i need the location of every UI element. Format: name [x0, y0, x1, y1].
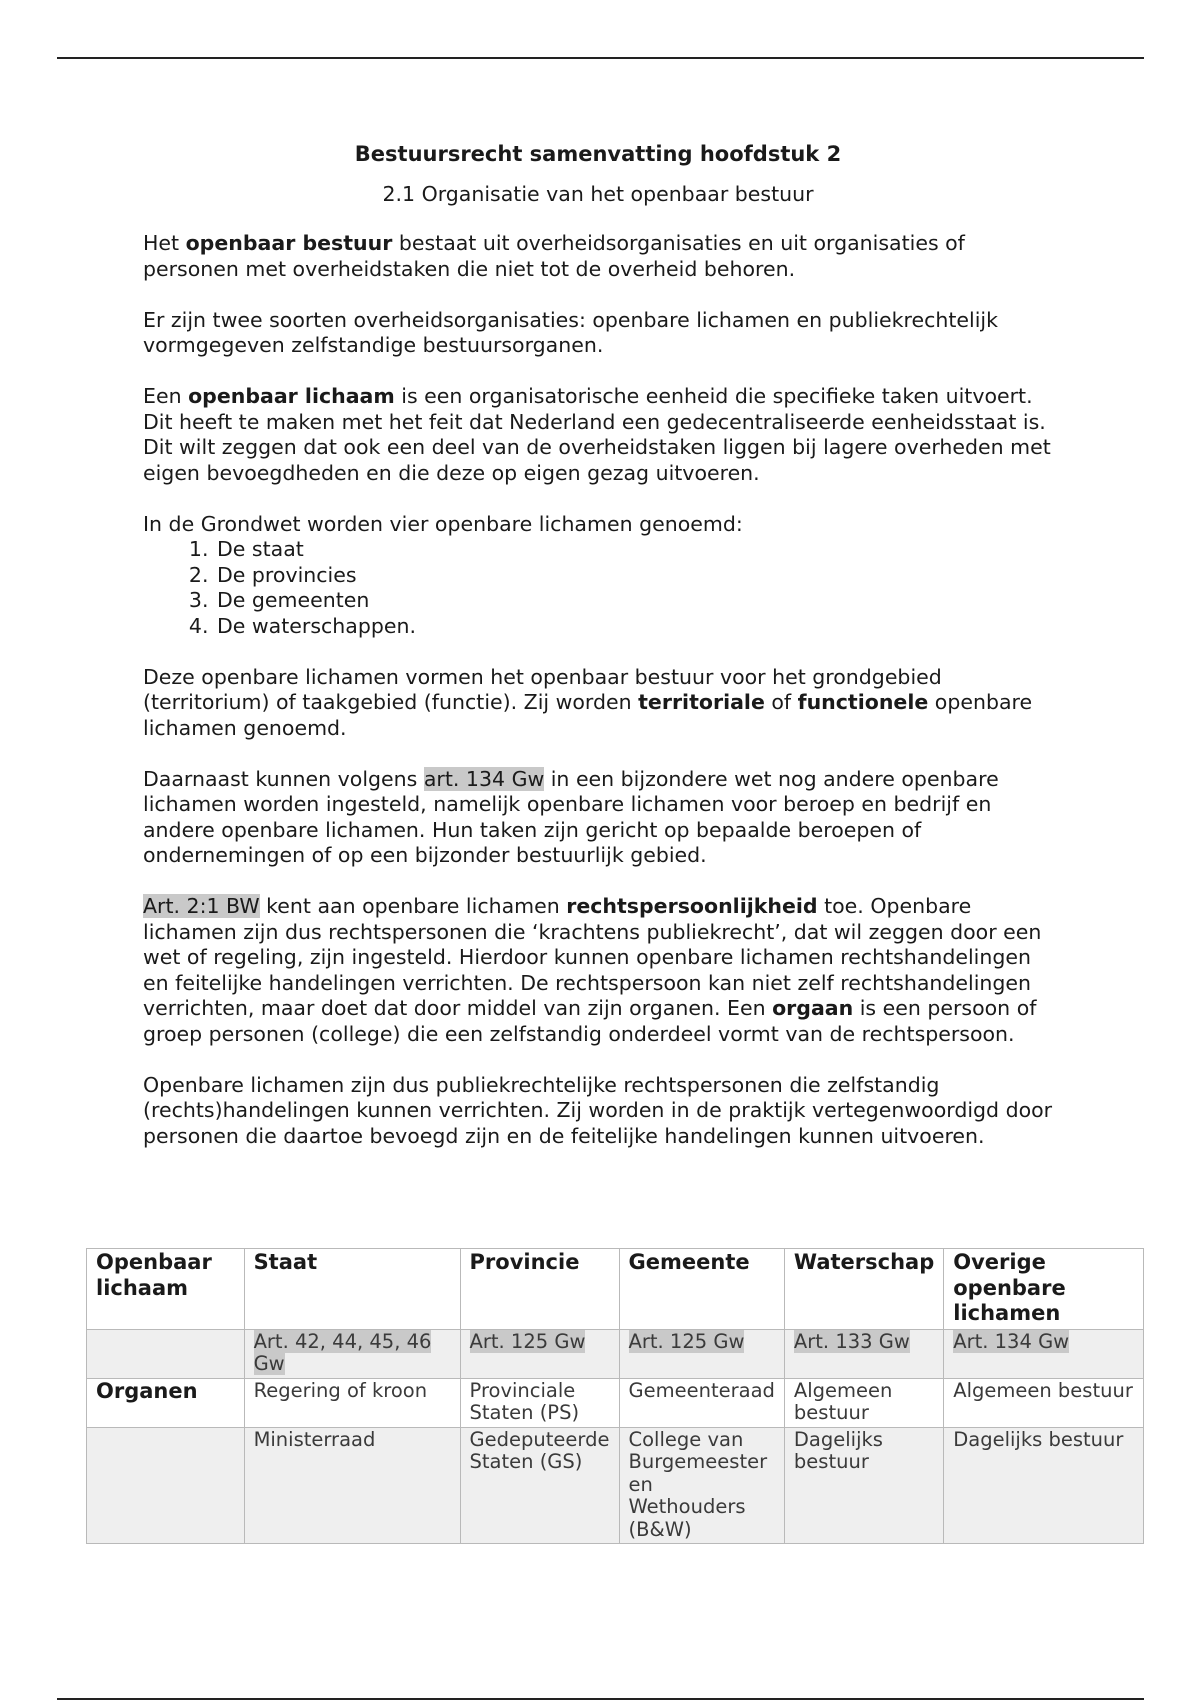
table-cell: College van Burgemeester en Wethouders (B&W) [619, 1427, 784, 1544]
table-cell: Ministerraad [244, 1427, 460, 1544]
table-cell [460, 1329, 619, 1378]
table-header-cell: Waterschap [784, 1249, 943, 1330]
table-header-row [87, 1249, 1144, 1330]
paragraph-overheidsorganisaties: Er zijn twee soorten overheidsorganisaties: openbare lichamen en publiekrechtelijk vormgegeven zelfstandige bestuursorganen. [143, 307, 998, 357]
table-cell [87, 1427, 245, 1544]
paragraph-territoriale [143, 665, 1053, 742]
table-row-articles [87, 1329, 1144, 1378]
paragraph-art-134 [143, 767, 1053, 869]
table-cell: Dagelijks bestuur [944, 1427, 1144, 1544]
list-item: 3. De gemeenten [215, 588, 1053, 614]
paragraph-openbaar-lichaam [143, 384, 1053, 486]
table-cell [944, 1329, 1144, 1378]
text: openbare lichamen genoemd. [143, 690, 1033, 740]
highlight-article: Art. 125 Gw [628, 1329, 745, 1353]
paragraph-publiekrechtelijke-rechtspersonen: Openbare lichamen zijn dus publiekrechtelijke rechtspersonen die zelfstandig (rechts)handelingen kunnen verrichten. Zij worden in de praktijk vertegenwoordigd door personen die daartoe bevoegd zijn en de feitelijke handelingen kunnen uitvoeren. [143, 1072, 1053, 1148]
highlight-article: Art. 125 Gw [469, 1329, 586, 1353]
document-body [143, 142, 1053, 1149]
header-rule [57, 57, 1144, 59]
paragraph-grondwet-intro: In de Grondwet worden vier openbare lichamen genoemd: [143, 511, 743, 536]
table-cell: Algemeen bestuur [784, 1378, 943, 1427]
document-title: Bestuursrecht samenvatting hoofdstuk 2 [354, 142, 842, 166]
term-functionele: functionele [797, 690, 929, 714]
table-cell [244, 1329, 460, 1378]
list-item: 1. De staat [215, 537, 1053, 563]
text: Een [143, 384, 189, 408]
text: Het [143, 231, 186, 255]
table-cell: Gemeenteraad [619, 1378, 784, 1427]
table-header-cell: Provincie [460, 1249, 619, 1330]
table-row-organen-2 [87, 1427, 1144, 1544]
term-openbaar-bestuur: openbaar bestuur [185, 231, 393, 255]
term-rechtspersoonlijkheid: rechtspersoonlijkheid [566, 894, 818, 918]
table-cell [87, 1329, 245, 1378]
highlight-article: Art. 42, 44, 45, 46 Gw [253, 1329, 432, 1375]
term-territoriale: territoriale [638, 690, 765, 714]
highlight-article: Art. 134 Gw [953, 1329, 1070, 1353]
text: bestaat uit overheidsorganisaties en uit organisaties of personen met overheidstaken die niet tot de overheid behoren. [143, 231, 965, 281]
table-cell [619, 1329, 784, 1378]
term-openbaar-lichaam: openbaar lichaam [188, 384, 395, 408]
table-cell: Regering of kroon [244, 1378, 460, 1427]
text: in een bijzondere wet nog andere openbare lichamen worden ingesteld, namelijk openbare lichamen voor beroep en bedrijf en andere openbare lichamen. Hun taken zijn gericht op bepaalde beroepen of ondernemingen of op een bijzonder bestuurlijk gebied. [143, 766, 999, 867]
section-heading: 2.1 Organisatie van het openbaar bestuur [382, 181, 814, 206]
table-cell [784, 1329, 943, 1378]
text: Daarnaast kunnen volgens [143, 766, 424, 791]
table-cell: Provinciale Staten (PS) [460, 1378, 619, 1427]
list-item: 4. De waterschappen. [215, 614, 1053, 640]
numbered-list [143, 537, 1053, 639]
text: Deze openbare lichamen vormen het openbaar bestuur voor het grondgebied (territorium) of taakgebied (functie). Zij worden [143, 664, 942, 714]
paragraph-rechtspersoonlijkheid [143, 894, 1053, 1047]
text: of [764, 690, 798, 714]
table-header-cell: Openbaar lichaam [87, 1249, 245, 1330]
text: is een organisatorische eenheid die specifieke taken uitvoert. Dit heeft te maken met het feit dat Nederland een gedecentraliseerde eenheidsstaat is. Dit wilt zeggen dat ook een deel van de overheidstaken liggen bij lagere overheden met eigen bevoegdheden en die deze op eigen gezag uitvoeren. [143, 384, 1051, 485]
table-cell: Algemeen bestuur [944, 1378, 1144, 1427]
text: toe. Openbare lichamen zijn dus rechtspersonen die ‘krachtens publiekrecht’, dat wil zeggen door een wet of regeling, zijn ingesteld. Hierdoor kunnen openbare lichamen rechtshandelingen en feitelijke handelingen verrichten. De rechtspersoon kan niet zelf rechtshandelingen verrichten, maar doet dat door middel van zijn organen. Een [143, 894, 1042, 1020]
table-cell: Gedeputeerde Staten (GS) [460, 1427, 619, 1544]
table-cell: Dagelijks bestuur [784, 1427, 943, 1544]
table-header-cell: Overige openbare lichamen [944, 1249, 1144, 1330]
highlight-art-2-1-bw: Art. 2:1 BW [143, 894, 260, 918]
list-item: 2. De provincies [215, 563, 1053, 589]
text: is een persoon of groep personen (college) die een zelfstandig onderdeel vormt van de rechtspersoon. [143, 996, 1037, 1046]
text: kent aan openbare lichamen [259, 894, 567, 918]
openbare-lichamen-table [86, 1248, 1144, 1544]
term-orgaan: orgaan [772, 996, 854, 1020]
table-row-label: Organen [87, 1378, 245, 1427]
table-header-cell: Gemeente [619, 1249, 784, 1330]
paragraph-openbaar-bestuur [143, 231, 1053, 282]
highlight-art-134-gw: art. 134 Gw [423, 766, 545, 791]
highlight-article: Art. 133 Gw [793, 1329, 910, 1353]
table-header-cell: Staat [244, 1249, 460, 1330]
table-row-organen [87, 1378, 1144, 1427]
